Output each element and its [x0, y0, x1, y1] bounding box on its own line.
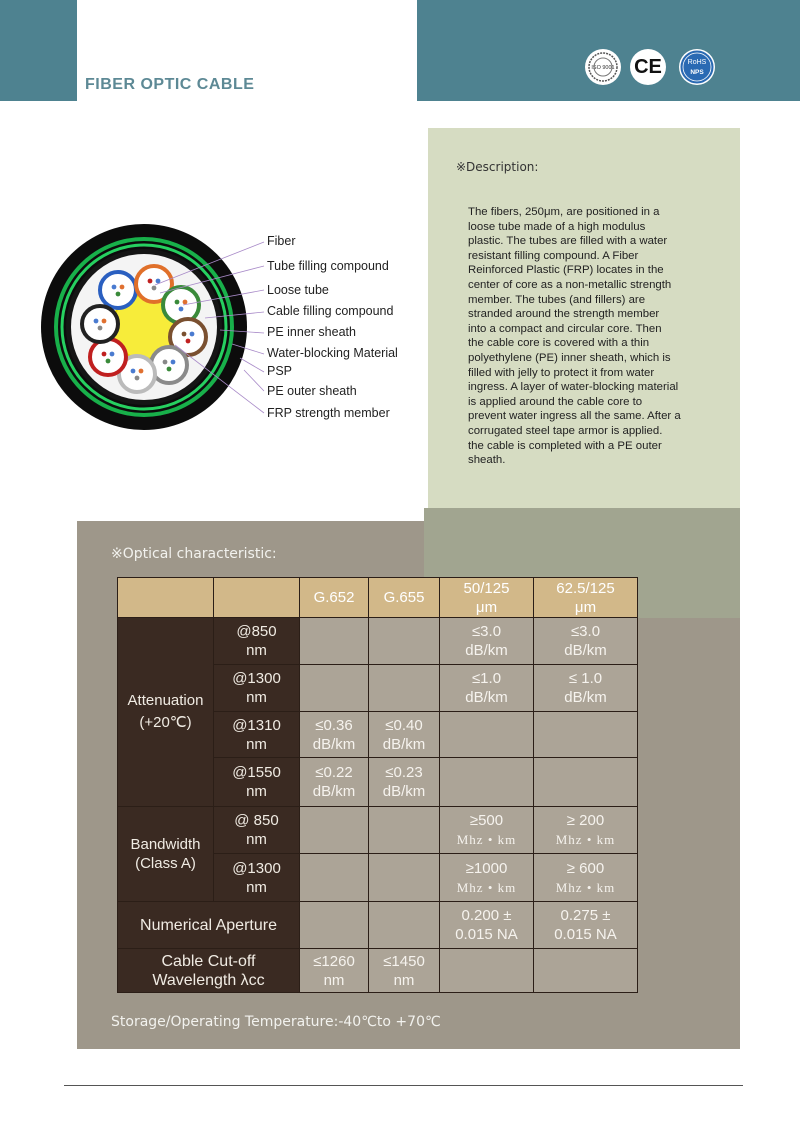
value-cell: ≤0.22 dB/km — [300, 758, 369, 807]
label-pe-outer-sheath: PE outer sheath — [267, 384, 357, 398]
value-cell — [369, 902, 440, 949]
value-cell — [534, 807, 638, 854]
wavelength-cell: @850 nm — [214, 618, 300, 665]
ce-mark-icon: CE — [630, 49, 666, 85]
value-cell: ≤1260 nm — [300, 949, 369, 993]
table-row — [118, 618, 638, 665]
value-cell — [440, 949, 534, 993]
cutoff-wavelength-label: Cable Cut-off Wavelength λcc — [118, 949, 300, 993]
header-blank-cell — [118, 578, 214, 618]
value-cell — [534, 949, 638, 993]
iso-text: ISO 9001 — [591, 65, 615, 71]
header-blank-cell — [214, 578, 300, 618]
attenuation-label: Attenuation (+20℃) — [118, 618, 214, 807]
value-cell — [440, 807, 534, 854]
wavelength-cell: @1300 nm — [214, 665, 300, 712]
value-cell — [369, 854, 440, 902]
nps-text: NPS — [690, 69, 704, 76]
label-fiber: Fiber — [267, 234, 296, 248]
value-cell: ≤0.36 dB/km — [300, 712, 369, 758]
label-psp: PSP — [267, 364, 293, 378]
table-row — [118, 902, 638, 949]
col-50-125: 50/125 μm — [440, 578, 534, 618]
wavelength-cell: @1300 nm — [214, 854, 300, 902]
table-row — [118, 949, 638, 993]
bandwidth-unit: Mhz • km — [456, 832, 517, 847]
label-frp-strength-member: FRP strength member — [267, 406, 390, 420]
table-row — [118, 807, 638, 854]
label-water-blocking-material: Water-blocking Material — [267, 346, 398, 360]
bandwidth-value: ≥500 — [469, 812, 504, 829]
rohs-text: RoHS — [687, 59, 707, 66]
value-cell — [300, 665, 369, 712]
col-g655: G.655 — [369, 578, 440, 618]
wavelength-cell: @1550 nm — [214, 758, 300, 807]
value-cell: ≤1.0 dB/km — [440, 665, 534, 712]
wavelength-cell: @1310 nm — [214, 712, 300, 758]
value-cell — [440, 758, 534, 807]
bandwidth-unit: Mhz • km — [555, 832, 616, 847]
value-cell: ≤0.40 dB/km — [369, 712, 440, 758]
page-title: FIBER OPTIC CABLE — [85, 76, 255, 93]
value-cell — [534, 854, 638, 902]
description-title: ※Description: — [456, 160, 539, 174]
bandwidth-label: Bandwidth (Class A) — [118, 807, 214, 902]
value-cell — [300, 902, 369, 949]
label-cable-filling-compound: Cable filling compound — [267, 304, 394, 318]
wavelength-cell: @ 850 nm — [214, 807, 300, 854]
description-text: The fibers, 250μm, are positioned in a loose tube made of a high modulus plastic. The tubes are filled with a water resistant filling compound. A Fiber Reinforced Plastic (FRP) locates in the center of core as a non-metallic strength member. The tubes (and fillers) are stranded around the strength member into a compact and circular core. Then the cable core is covered with a thin polyethylene (PE) inner sheath, which is filled with jelly to protect it from water ingress. A layer of water-blocking material is applied around the cable core to prevent water ingress all the same. After a corrugated steel tape armor is applied. the cable is completed with a PE outer sheath. — [468, 206, 681, 467]
bottom-divider — [64, 1085, 743, 1086]
table-header-row — [118, 578, 638, 618]
value-cell: ≤1450 nm — [369, 949, 440, 993]
value-cell: ≤0.23 dB/km — [369, 758, 440, 807]
bandwidth-value: ≥ 600 — [566, 859, 605, 877]
col-g652: G.652 — [300, 578, 369, 618]
value-cell: ≤3.0 dB/km — [534, 618, 638, 665]
optical-title: ※Optical characteristic: — [111, 546, 277, 562]
value-cell — [534, 712, 638, 758]
value-cell — [300, 618, 369, 665]
optical-characteristics-table — [117, 577, 638, 993]
value-cell — [300, 854, 369, 902]
numerical-aperture-label: Numerical Aperture — [118, 902, 300, 949]
bandwidth-value: ≥1000 — [465, 859, 508, 877]
storage-temperature: Storage/Operating Temperature:-40℃to +70℃ — [111, 1014, 441, 1030]
value-cell: ≤3.0 dB/km — [440, 618, 534, 665]
label-pe-inner-sheath: PE inner sheath — [267, 325, 356, 339]
value-cell — [534, 758, 638, 807]
value-cell: 0.200 ± 0.015 NA — [440, 902, 534, 949]
value-cell — [369, 807, 440, 854]
col-62-5-125: 62.5/125 μm — [534, 578, 638, 618]
label-loose-tube: Loose tube — [267, 283, 329, 297]
value-cell — [300, 807, 369, 854]
bandwidth-unit: Mhz • km — [456, 879, 517, 895]
value-cell — [440, 712, 534, 758]
value-cell: ≤ 1.0 dB/km — [534, 665, 638, 712]
bandwidth-value: ≥ 200 — [566, 812, 605, 829]
value-cell — [369, 618, 440, 665]
value-cell — [440, 854, 534, 902]
bandwidth-unit: Mhz • km — [555, 879, 616, 895]
value-cell: 0.275 ± 0.015 NA — [534, 902, 638, 949]
value-cell — [369, 665, 440, 712]
label-tube-filling-compound: Tube filling compound — [267, 259, 389, 273]
